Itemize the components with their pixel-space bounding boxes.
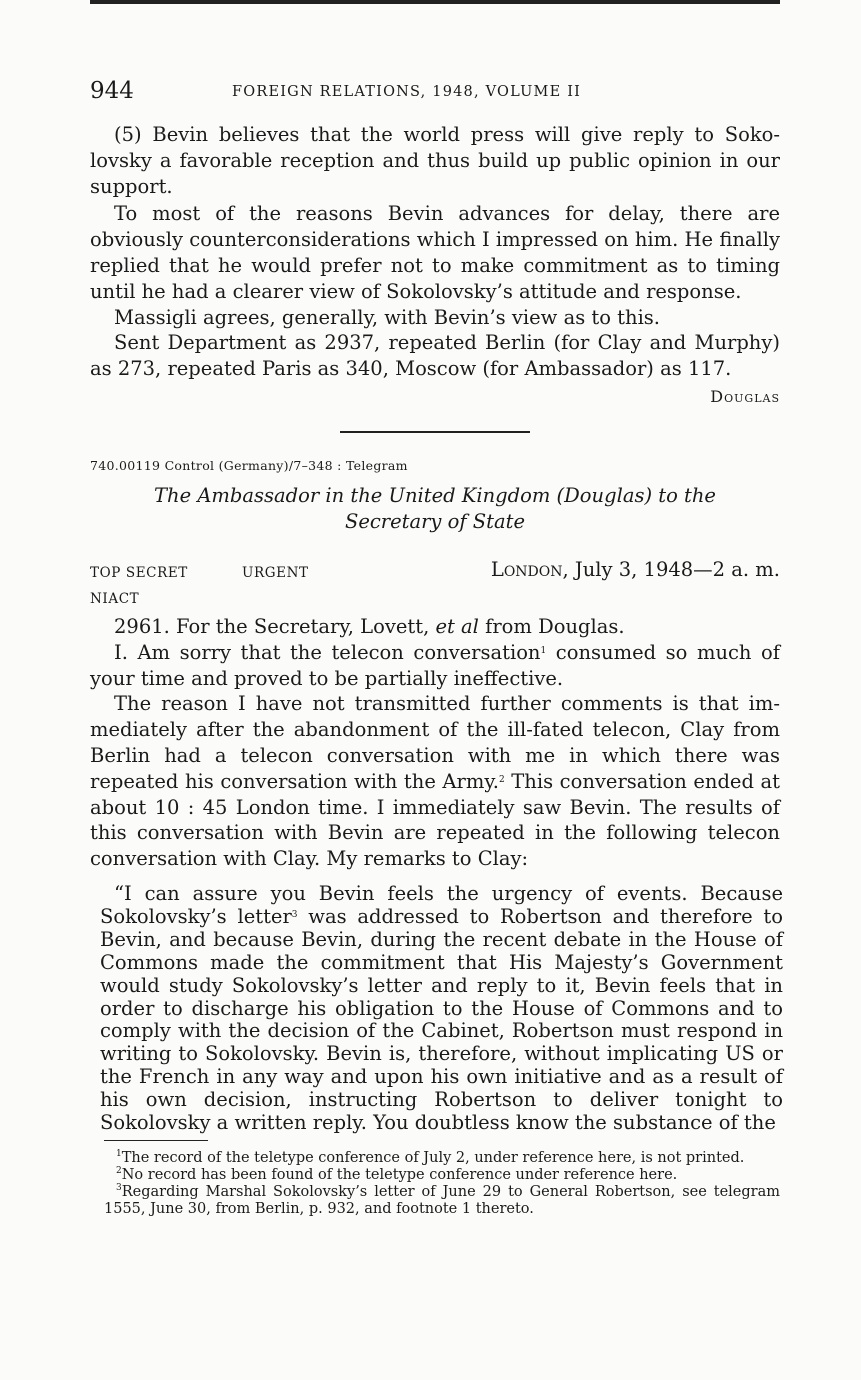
file-reference: 740.00119 Control (Germany)/7–348 : Telegram [90,458,408,473]
footnote-text: The record of the teletype conference of July 2, under reference here, is not printed. [121,1150,745,1166]
page-number: 944 [90,78,134,104]
paragraph: Massigli agrees, generally, with Bevin’s view as to this. [114,305,661,329]
running-title: FOREIGN RELATIONS, 1948, VOLUME II [232,84,582,100]
dateline-date: , July 3, 1948—2 a. m. [562,558,780,581]
footnote-ref: 1 [540,645,547,656]
text: This conversation ended at about 10 : 45 London time. I immediately saw Bevin. The results of this conversation with Bevin are repeated in the following telecon conversation with Clay. My remarks to Clay: [90,769,781,871]
text: from Douglas. [478,615,625,638]
paragraph: Sent Department as 2937, repeated Berlin (for Clay and Murphy) as 273, repeated Paris as 340, Moscow (for Ambassador) as 117. [90,331,780,381]
text: 2961. For the Secretary, Lovett, [114,615,436,638]
running-header [90,78,780,106]
paragraph: (5) Bevin believes that the world press will give reply to Sokolovsky a favorable reception and thus build up public opinion in our support. [90,123,780,198]
top-border-rule [90,0,780,4]
document-title-line: The Ambassador in the United Kingdom (Douglas) to the [154,484,716,507]
text: The reason I have not transmitted further comments is that immediately after the abandonment of the ill-fated telecon, Clay from Berlin had a telecon conversation with me in which there was repeated his conversation with the Army. [90,692,780,793]
footnote-mark: 2 [116,1166,122,1176]
footnote [104,1184,780,1218]
footnote [104,1167,780,1184]
document-title-line: Secretary of State [344,509,526,533]
paragraph [90,640,780,692]
dateline-place: London [490,558,563,581]
dateline [491,558,780,581]
italic-text: et al [435,615,479,638]
paragraph [100,883,783,1135]
footnotes [104,1150,780,1218]
paragraph: To most of the reasons Bevin advances for delay, there are obviously counterconsiderations which I impressed on him. He finally replied that he would prefer not to make commitment as to timing until he had a clearer view of Sokolovsky’s attitude and response. [90,202,780,303]
footnote-text: Regarding Marshal Sokolovsky’s letter of June 29 to General Robertson, see telegram 1555, June 30, from Berlin, p. 932, and footnote 1 thereto. [104,1184,780,1217]
text: consumed so much of your time and proved to be partially ineffective. [90,640,780,690]
footnote-divider [104,1140,208,1141]
footnote [104,1150,780,1167]
footnote-mark: 3 [116,1183,122,1193]
text: “I can assure you Bevin feels the urgency of events. Because Sokolovsky’s letter [100,882,783,928]
classification-label: TOP SECRET [90,565,188,581]
paragraph [90,614,780,640]
document-title [90,483,780,535]
signature: Douglas [710,386,780,406]
telegram-body [90,614,780,872]
classification-row [90,558,780,584]
text: I. Am sorry that the telecon conversation [114,640,541,664]
footnote-mark: 1 [116,1149,122,1159]
priority-label: URGENT [242,565,309,581]
quoted-telecon [100,883,783,1135]
section-divider [340,431,530,433]
footnote-ref: 3 [291,909,298,920]
text: was addressed to Robertson and therefore to Bevin, and because Bevin, during the recent debate in the House of Commons made the commitment that His Majesty’s Government would study Sokolovsky’s letter and reply to it, Bevin feels that in order to discharge his obligation to the House of Commons and to comply with the decision of the Cabinet, Robertson must respond in writing to Sokolovsky. Bevin is, therefore, without implicating US or the French in any way and upon his own initiative and as a result of his own decision, instructing Robertson to deliver tonight to Sokolovsky a written reply. You doubtless know the substance of the [100,904,784,1135]
footnote-ref: 2 [498,774,505,785]
continued-text [90,122,780,410]
footnote-text: No record has been found of the teletype conference under reference here. [121,1167,678,1183]
niact-label: NIACT [90,591,140,607]
paragraph [90,691,780,872]
